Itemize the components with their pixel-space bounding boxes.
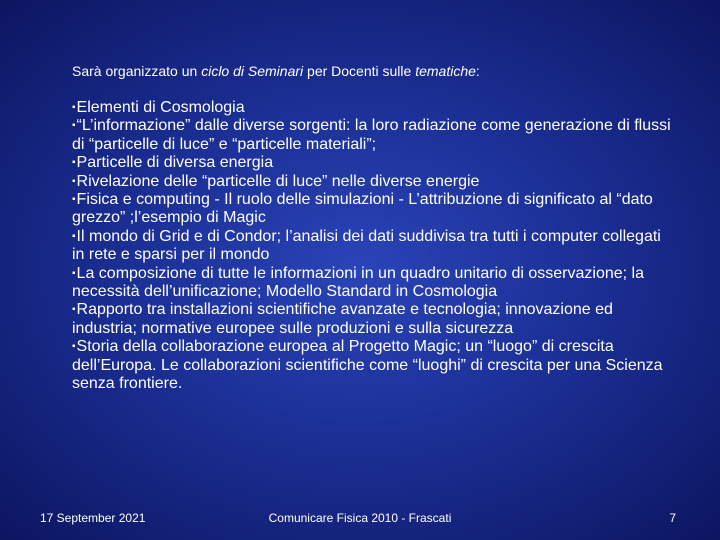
list-item xyxy=(72,338,672,393)
intro-text-2: per Docenti sulle xyxy=(303,63,416,79)
list-item-text: Rivelazione delle “particelle di luce” nelle diverse energie xyxy=(76,172,480,190)
list-item-text: La composizione di tutte le informazioni in un quadro unitario di osservazione; la necessità dell’unificazione; Modello Standard in Cosmologia xyxy=(72,264,644,301)
bullet-square-icon: ▪ xyxy=(72,267,76,279)
list-item xyxy=(72,265,672,302)
bullet-square-icon: ▪ xyxy=(72,102,76,113)
list-item xyxy=(72,154,672,172)
intro-text-3: : xyxy=(475,63,480,79)
intro-text-1: Sarà organizzato un xyxy=(72,63,202,79)
footer-date: 17 September 2021 xyxy=(40,511,146,525)
list-item xyxy=(72,117,672,154)
list-item-text: Il mondo di Grid e di Condor; l’analisi dei dati suddivisa tra tutti i computer collegati in rete e sparsi per il mondo xyxy=(72,227,661,264)
page-number: 7 xyxy=(669,511,676,525)
list-item xyxy=(72,173,672,191)
bullet-square-icon: ▪ xyxy=(72,194,76,206)
list-item xyxy=(72,99,672,117)
intro-emphasis-tematiche: tematiche xyxy=(415,63,476,79)
topic-list xyxy=(72,99,672,394)
bullet-square-icon: ▪ xyxy=(72,175,76,187)
intro-emphasis-seminari: ciclo di Seminari xyxy=(201,63,304,79)
bullet-square-icon: ▪ xyxy=(72,120,76,132)
list-item xyxy=(72,301,672,338)
bullet-square-icon: ▪ xyxy=(72,157,76,169)
bullet-square-icon: ▪ xyxy=(72,341,76,353)
list-item-text: Particelle di diversa energia xyxy=(76,154,274,172)
bullet-square-icon: ▪ xyxy=(72,304,76,316)
list-item xyxy=(72,228,672,265)
list-item-text: Elementi di Cosmologia xyxy=(76,99,245,116)
list-item xyxy=(72,191,672,228)
list-item-text: “L’informazione” dalle diverse sorgenti: la loro radiazione come generazione di flussi di “particelle di luce” e “particelle materiali”; xyxy=(72,117,671,153)
list-item-text: Fisica e computing - Il ruolo delle simulazioni - L’attribuzione di significato al “dato grezzo” ;l’esempio di Magic xyxy=(72,191,653,227)
footer-title: Comunicare Fisica 2010 - Frascati xyxy=(268,511,452,525)
intro-sentence xyxy=(72,62,672,80)
bullet-square-icon: ▪ xyxy=(72,230,76,242)
list-item-text: Storia della collaborazione europea al Progetto Magic; un “luogo” di crescita dell’Europa. Le collaborazioni scientifiche come “luoghi” di crescita per una Scienza senza frontiere. xyxy=(72,338,663,393)
list-item-text: Rapporto tra installazioni scientifiche avanzate e tecnologia; innovazione ed industria; normative europee sulle produzioni e sulla sicurezza xyxy=(72,301,613,337)
